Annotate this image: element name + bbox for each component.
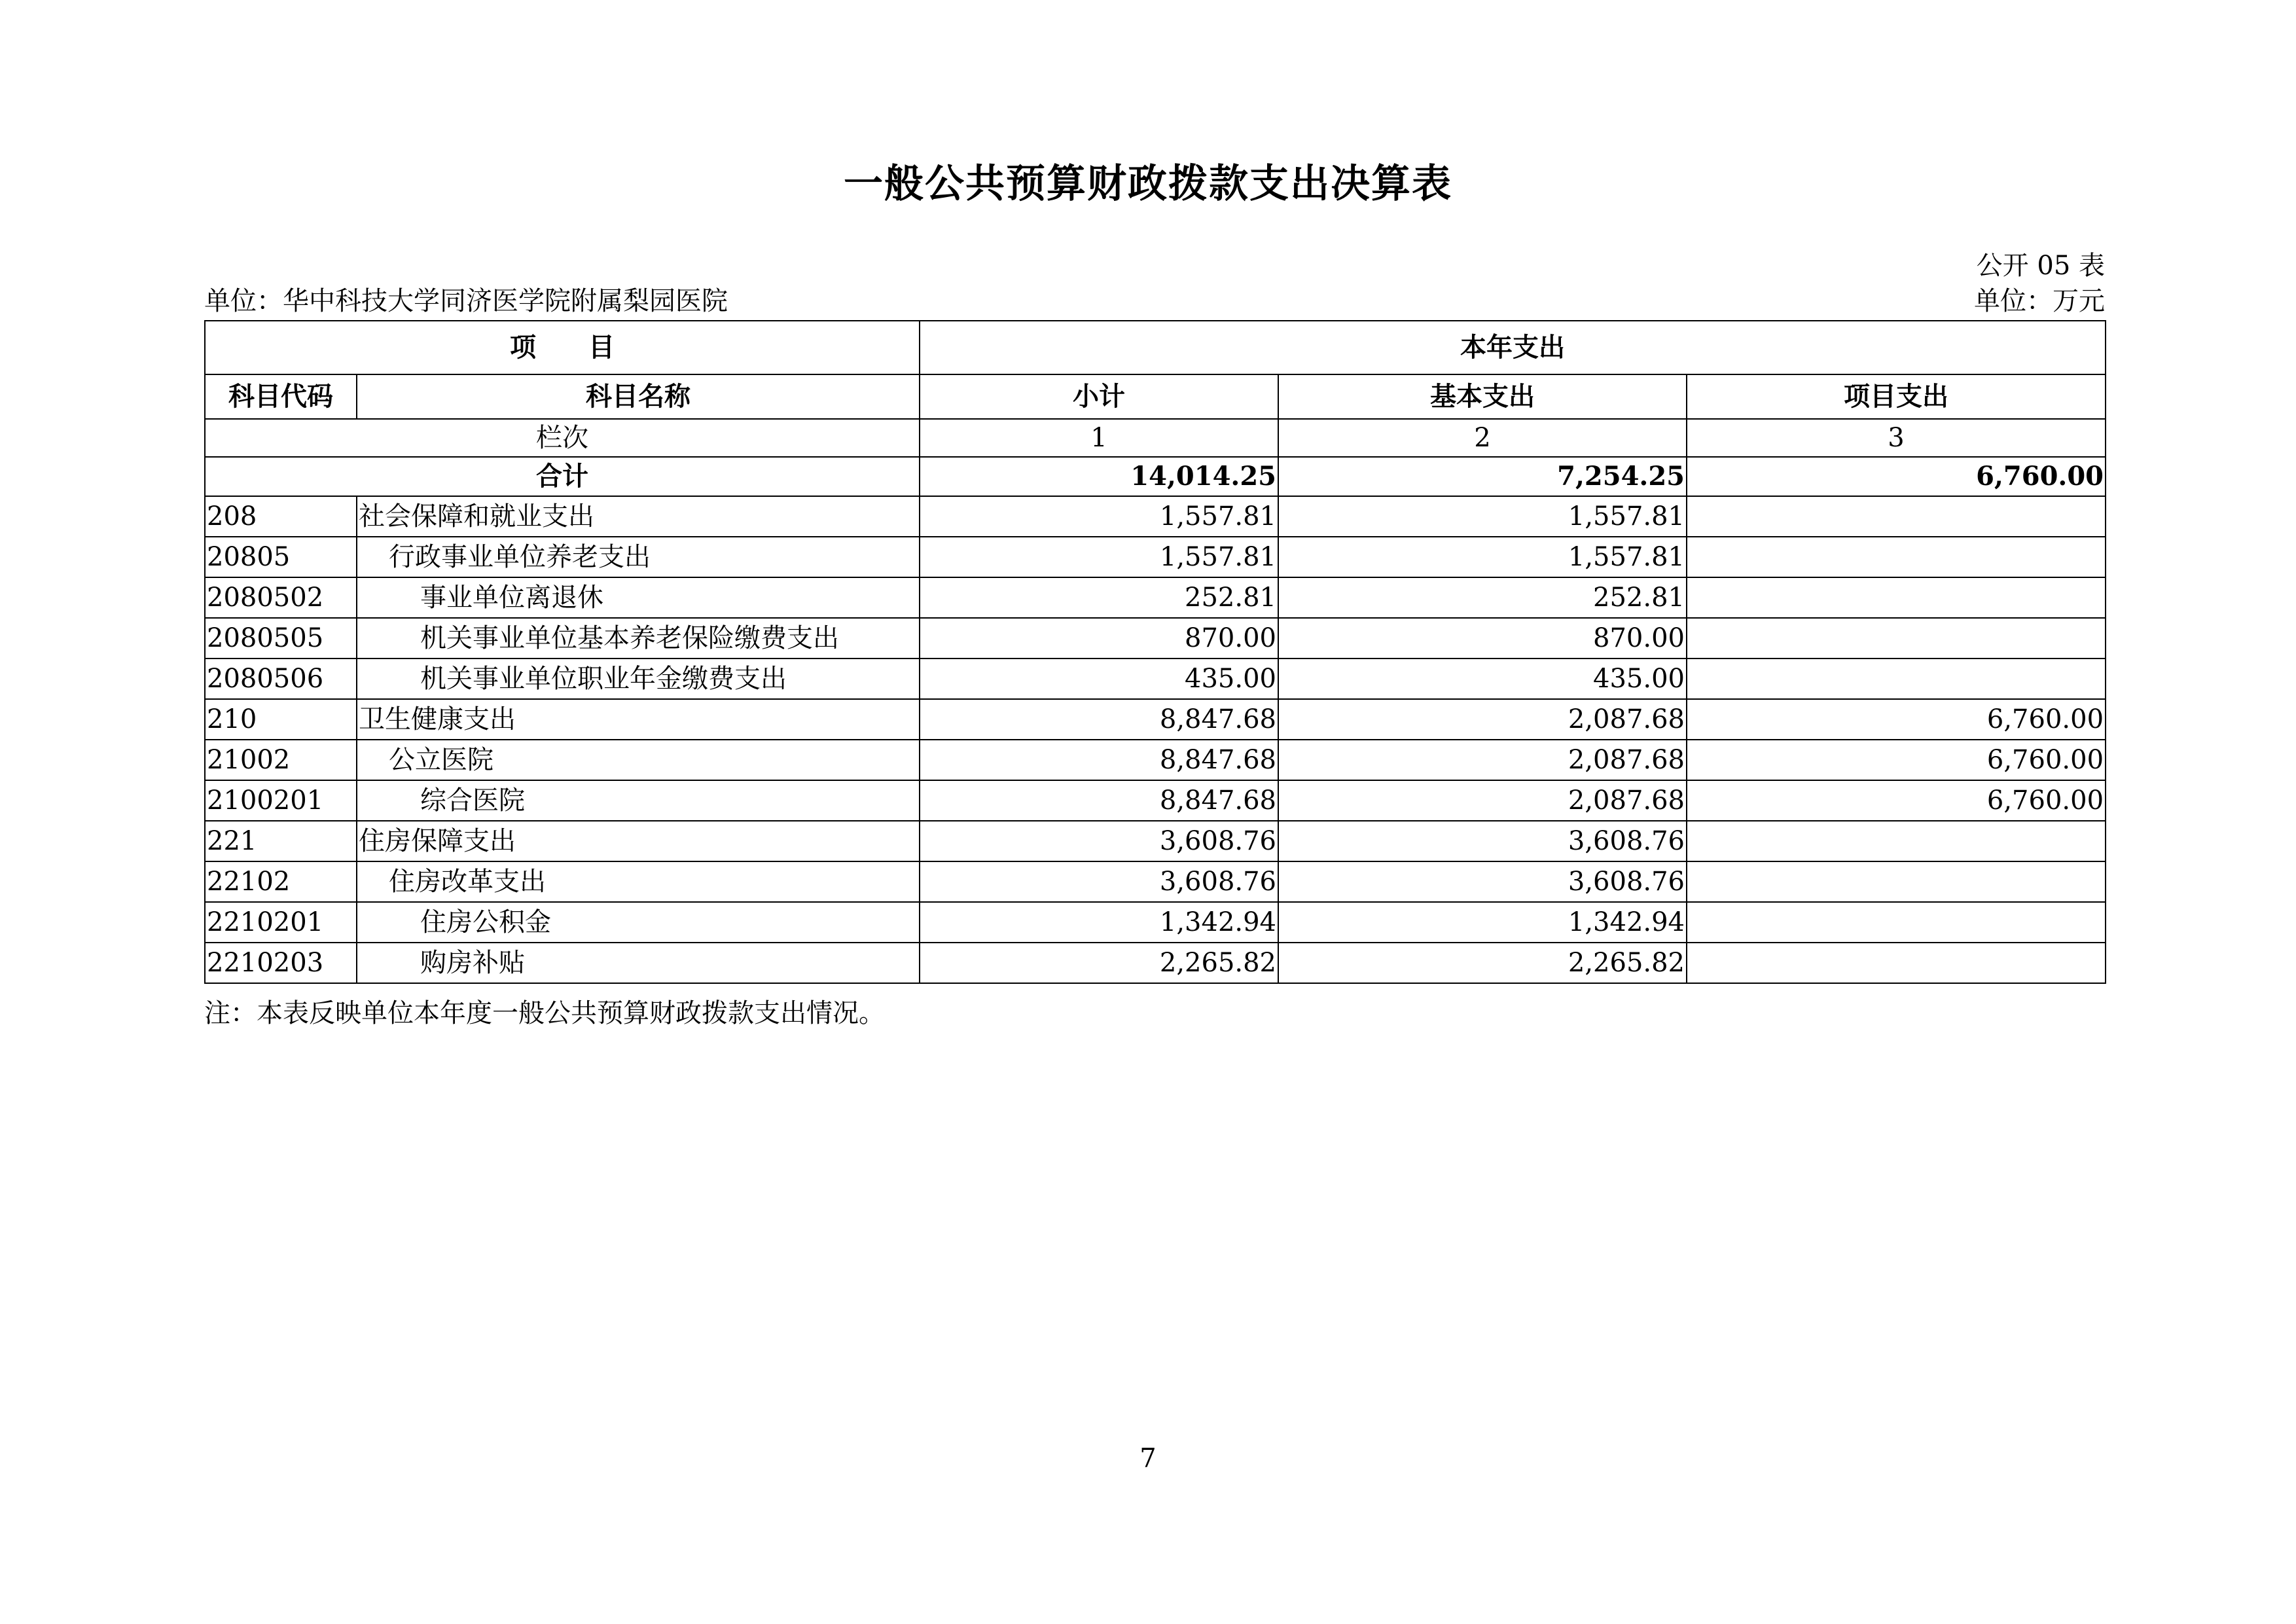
page-title: 一般公共预算财政拨款支出决算表 xyxy=(844,161,1452,207)
reporting-unit: 单位：华中科技大学同济医学院附属梨园医院 xyxy=(204,286,728,316)
row-project xyxy=(1687,659,2106,699)
row-subtotal: 2,265.82 xyxy=(920,943,1278,983)
row-project xyxy=(1687,821,2106,861)
total-subtotal: 14,014.25 xyxy=(920,457,1278,496)
column-number-row xyxy=(205,419,2106,457)
row-name: 卫生健康支出 xyxy=(357,699,920,740)
row-project: 6,760.00 xyxy=(1687,699,2106,740)
row-basic: 2,087.68 xyxy=(1278,699,1687,740)
total-basic: 7,254.25 xyxy=(1278,457,1687,496)
column-number-1: 1 xyxy=(920,419,1278,457)
row-project xyxy=(1687,902,2106,943)
page-number: 7 xyxy=(1139,1443,1157,1473)
column-number-3: 3 xyxy=(1687,419,2106,457)
row-subtotal: 8,847.68 xyxy=(920,699,1278,740)
row-subtotal: 1,557.81 xyxy=(920,537,1278,577)
row-basic: 1,557.81 xyxy=(1278,537,1687,577)
table-row xyxy=(205,496,2106,537)
row-code: 210 xyxy=(205,699,357,740)
row-code: 20805 xyxy=(205,537,357,577)
row-basic: 2,265.82 xyxy=(1278,943,1687,983)
row-basic: 3,608.76 xyxy=(1278,821,1687,861)
row-code: 2080506 xyxy=(205,659,357,699)
row-basic: 2,087.68 xyxy=(1278,780,1687,821)
table-row xyxy=(205,699,2106,740)
row-project: 6,760.00 xyxy=(1687,780,2106,821)
row-name: 行政事业单位养老支出 xyxy=(357,537,920,577)
row-code: 2210203 xyxy=(205,943,357,983)
row-name: 事业单位离退休 xyxy=(357,577,920,618)
row-name: 公立医院 xyxy=(357,740,920,780)
row-project xyxy=(1687,861,2106,902)
expenditure-table xyxy=(204,320,2106,984)
header-row-2 xyxy=(205,374,2106,419)
column-number-2: 2 xyxy=(1278,419,1687,457)
row-name: 机关事业单位基本养老保险缴费支出 xyxy=(357,618,920,659)
row-name: 社会保障和就业支出 xyxy=(357,496,920,537)
row-project: 6,760.00 xyxy=(1687,740,2106,780)
currency-unit: 单位：万元 xyxy=(1974,286,2105,316)
table-row xyxy=(205,821,2106,861)
table-row xyxy=(205,943,2106,983)
row-code: 2080502 xyxy=(205,577,357,618)
total-project: 6,760.00 xyxy=(1687,457,2106,496)
table-row xyxy=(205,780,2106,821)
row-code: 2100201 xyxy=(205,780,357,821)
row-code: 2080505 xyxy=(205,618,357,659)
row-name: 住房保障支出 xyxy=(357,821,920,861)
row-code: 22102 xyxy=(205,861,357,902)
header-subtotal: 小计 xyxy=(920,374,1278,419)
header-current-year: 本年支出 xyxy=(920,321,2106,374)
row-basic: 435.00 xyxy=(1278,659,1687,699)
total-label: 合计 xyxy=(205,457,920,496)
row-basic: 3,608.76 xyxy=(1278,861,1687,902)
row-basic: 252.81 xyxy=(1278,577,1687,618)
row-basic: 870.00 xyxy=(1278,618,1687,659)
row-subtotal: 252.81 xyxy=(920,577,1278,618)
header-row-1 xyxy=(205,321,2106,374)
row-subtotal: 435.00 xyxy=(920,659,1278,699)
row-name: 住房改革支出 xyxy=(357,861,920,902)
form-number: 公开 05 表 xyxy=(1976,251,2105,281)
row-basic: 2,087.68 xyxy=(1278,740,1687,780)
row-code: 208 xyxy=(205,496,357,537)
table-row xyxy=(205,740,2106,780)
row-project xyxy=(1687,537,2106,577)
row-subtotal: 1,557.81 xyxy=(920,496,1278,537)
row-name: 住房公积金 xyxy=(357,902,920,943)
table-note: 注：本表反映单位本年度一般公共预算财政拨款支出情况。 xyxy=(204,998,885,1028)
header-code: 科目代码 xyxy=(205,374,357,419)
row-project xyxy=(1687,943,2106,983)
row-project xyxy=(1687,577,2106,618)
column-number-label: 栏次 xyxy=(205,419,920,457)
row-subtotal: 8,847.68 xyxy=(920,780,1278,821)
header-basic: 基本支出 xyxy=(1278,374,1687,419)
table-row xyxy=(205,902,2106,943)
row-code: 21002 xyxy=(205,740,357,780)
header-name: 科目名称 xyxy=(357,374,920,419)
table-row xyxy=(205,577,2106,618)
header-project: 项 目 xyxy=(205,321,920,374)
table-row xyxy=(205,659,2106,699)
row-subtotal: 8,847.68 xyxy=(920,740,1278,780)
row-project xyxy=(1687,618,2106,659)
row-subtotal: 1,342.94 xyxy=(920,902,1278,943)
row-subtotal: 870.00 xyxy=(920,618,1278,659)
row-project xyxy=(1687,496,2106,537)
row-subtotal: 3,608.76 xyxy=(920,861,1278,902)
row-basic: 1,342.94 xyxy=(1278,902,1687,943)
row-name: 机关事业单位职业年金缴费支出 xyxy=(357,659,920,699)
table-row xyxy=(205,537,2106,577)
table-row xyxy=(205,618,2106,659)
header-project-expenditure: 项目支出 xyxy=(1687,374,2106,419)
total-row xyxy=(205,457,2106,496)
row-name: 购房补贴 xyxy=(357,943,920,983)
row-basic: 1,557.81 xyxy=(1278,496,1687,537)
row-code: 2210201 xyxy=(205,902,357,943)
row-name: 综合医院 xyxy=(357,780,920,821)
row-code: 221 xyxy=(205,821,357,861)
table-row xyxy=(205,861,2106,902)
row-subtotal: 3,608.76 xyxy=(920,821,1278,861)
